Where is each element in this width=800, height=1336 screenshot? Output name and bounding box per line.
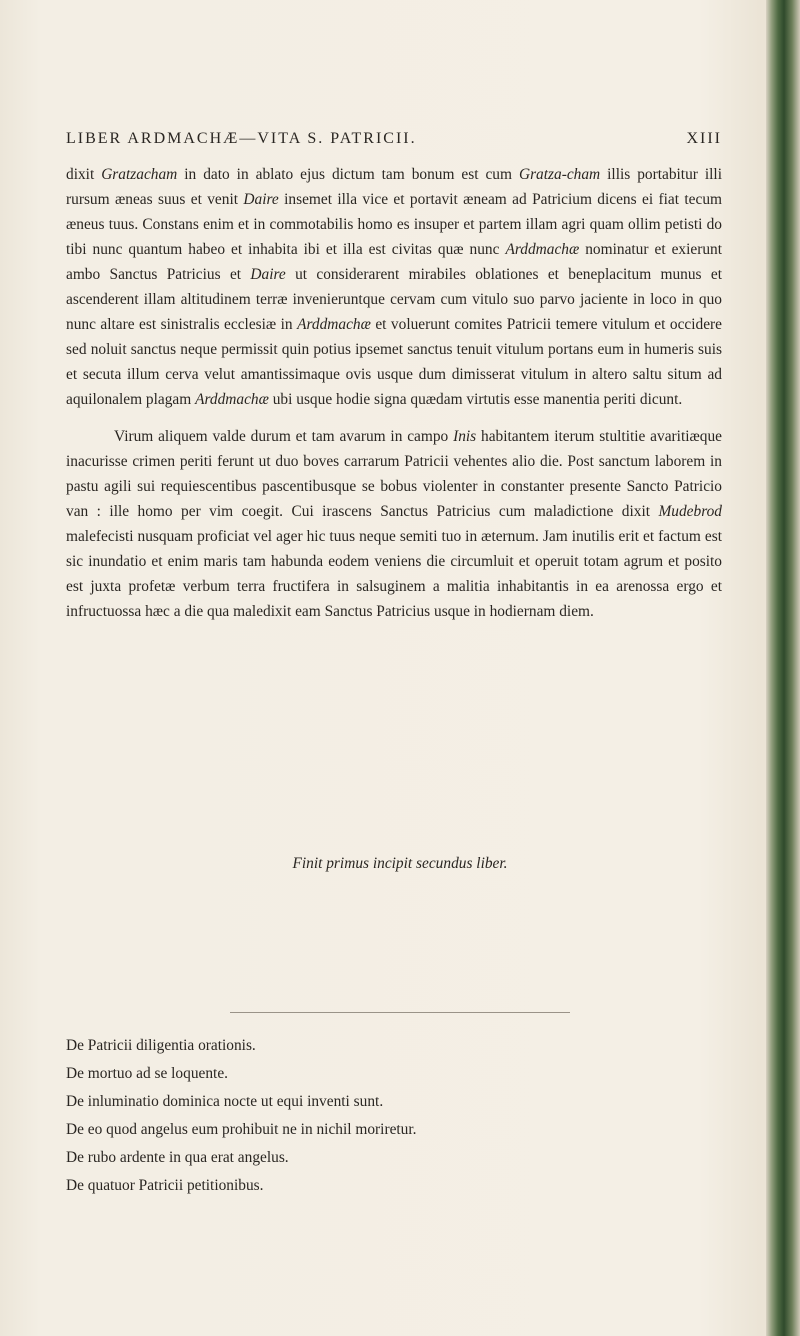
list-item-first-word: De bbox=[66, 1065, 84, 1082]
text-run: ut considerarent mirabiles oblationes et beneplacitum munus et ascenderent illam altitudinem terræ invenieruntque cervam cum vitulo suo parvo jaciente in loco in quo nunc altare est sinistralis ecclesiæ in bbox=[66, 266, 722, 333]
list-item-first-word: De bbox=[66, 1037, 84, 1054]
text-run: nominatur et exierunt ambo Sanctus Patricius et bbox=[66, 241, 723, 283]
text-run: illis portabitur illi rursum æneas suus et venit bbox=[66, 166, 722, 208]
text-run: malefecisti nusquam proficiat vel ager hic tuus neque semiti tuo in æternum. Jam inutilis erit et factum est sic inundatio et enim maris tam habunda eodem veniens die circumluit et operuit totam agrum et posito est juxta profetæ verbum terra fructifera in salsuginem a malitia inhabitantis in ea arenossa ergo et infructuossa hæc a die qua maledixit eam Sanctus Patricius usque in hodiernam diem. bbox=[66, 528, 722, 620]
page-number: XIII bbox=[686, 130, 722, 147]
text-run: insemet illa vice et portavit æneam ad Patricium dicens ei fiat tecum æneus tuus. Constans enim et in commotabilis homo es insuper et partem illam agri quam ollim petisti do tibi nunc quantum habeo et inhabita ibi et illa est civitas quæ nunc bbox=[66, 191, 722, 258]
list-item-text: quatuor Patricii petitionibus. bbox=[83, 1177, 264, 1194]
explicit-line: Finit primus incipit secundus liber. bbox=[292, 855, 508, 872]
book-binding-edge bbox=[766, 0, 800, 1336]
chapter-list bbox=[66, 1032, 722, 1200]
list-item-text: mortuo ad se loquente. bbox=[83, 1065, 228, 1082]
list-item-first-word: De bbox=[66, 1149, 84, 1166]
paragraph-2 bbox=[66, 424, 722, 624]
list-item-first-word: De bbox=[66, 1121, 84, 1138]
list-item bbox=[66, 1032, 722, 1060]
text-run: ubi usque hodie signa quædam virtutis esse manentia periti dicunt. bbox=[268, 391, 683, 408]
list-item bbox=[66, 1144, 722, 1172]
list-item bbox=[66, 1060, 722, 1088]
running-head-title: LIBER ARDMACHÆ—VITA S. PATRICII. bbox=[66, 130, 417, 147]
text-run: et voluerunt comites Patricii temere vitulum et occidere sed noluit sanctus neque permissit quin potius ipsemet sanctus tenuit vitulum portans eum in humeris suis et secuta illum cerva velut amantissimaque ovis usque dum dimisserat vitulum in altero saltu situm ad aquilonalem plagam bbox=[66, 316, 722, 408]
list-item-text: rubo ardente in qua erat angelus. bbox=[83, 1149, 289, 1166]
italic-name: Arddmachæ bbox=[195, 391, 269, 408]
italic-name: Daire bbox=[243, 191, 279, 208]
list-item-text: eo quod angelus eum prohibuit ne in nichil moriretur. bbox=[83, 1121, 417, 1138]
text-run: in dato in ablato ejus dictum tam bonum est cum bbox=[177, 166, 519, 183]
italic-name: Mudebrod bbox=[658, 503, 722, 520]
text-run: dixit bbox=[66, 166, 102, 183]
list-item bbox=[66, 1088, 722, 1116]
list-item-text: inluminatio dominica nocte ut equi inventi sunt. bbox=[83, 1093, 384, 1110]
paragraph-1 bbox=[66, 162, 722, 412]
italic-name: Arddmachæ bbox=[505, 241, 580, 258]
italic-name: Arddmachæ bbox=[297, 316, 371, 333]
italic-name: Gratza-cham bbox=[518, 166, 601, 183]
list-item-first-word: De bbox=[66, 1093, 84, 1110]
list-item-first-word: De bbox=[66, 1177, 84, 1194]
list-item bbox=[66, 1116, 722, 1144]
section-divider bbox=[230, 1012, 570, 1013]
italic-name: Daire bbox=[250, 266, 286, 283]
list-item-text: Patricii diligentia orationis. bbox=[83, 1037, 256, 1054]
text-run: Virum aliquem valde durum et tam avarum in campo bbox=[114, 428, 454, 445]
list-item bbox=[66, 1172, 722, 1200]
italic-name: Inis bbox=[453, 428, 477, 445]
body-text bbox=[66, 162, 722, 624]
italic-name: Gratzacham bbox=[101, 166, 178, 183]
text-run: habitantem iterum stultitie avaritiæque inacurisse crimen periti ferunt ut duo boves carrarum Patricii vehentes alio die. Post sanctum laborem in pastu agili sui requiescentibus pascentibusque se bobus violenter in constanter presente Sancto Patricio van : ille homo per vim coegit. Cui irascens Sanctus Patricius cum maladictione dixit bbox=[66, 428, 722, 520]
